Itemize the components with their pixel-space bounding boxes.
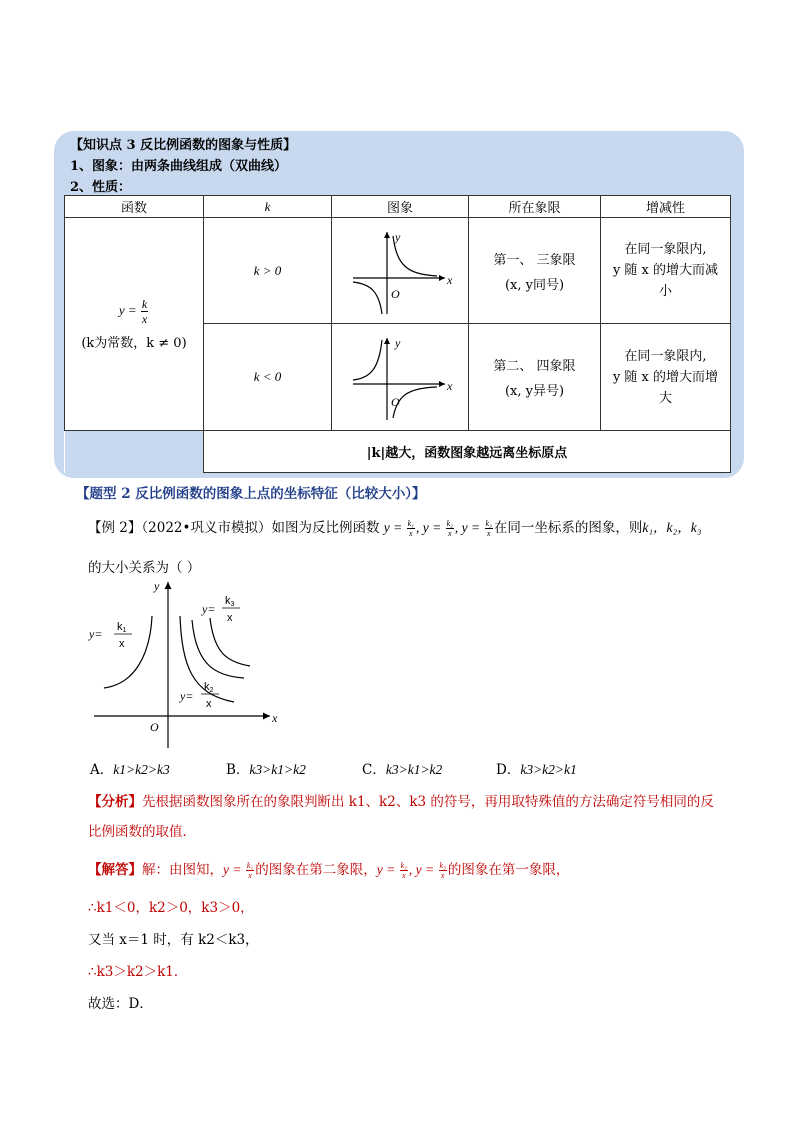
x-axis-label: x: [447, 272, 453, 287]
option-letter: D．: [496, 762, 521, 778]
x-axis-label: x: [447, 379, 453, 394]
option-letter: B．: [226, 762, 250, 778]
hyperbola-negative-graph: [345, 332, 455, 422]
example-source: （2022•巩义市模拟）如图为反比例函数: [141, 520, 380, 536]
answer-line-1: [88, 858, 569, 880]
table-footer: |k|越大，函数图象越远离坐标原点: [204, 430, 731, 472]
example-vars: k₁，k₂，k₃: [642, 520, 702, 535]
graph-cell-negative: [332, 324, 469, 430]
label-k3-den: x: [227, 612, 233, 624]
trend-line-1: 在同一象限内,: [624, 242, 707, 258]
knowledge-line-1: 1、图象：由两条曲线组成（双曲线）: [70, 159, 288, 174]
origin-label: O: [391, 286, 400, 301]
origin-label: O: [391, 395, 400, 410]
option-b[interactable]: [226, 758, 306, 778]
label-k2: y=: [180, 689, 194, 703]
quadrant-text: 第一、 三象限: [493, 252, 576, 268]
analysis-text: 先根据函数图象所在的象限判断出 k1、k2、k3 的符号，再用取特殊值的方法确定符号相同的反: [142, 794, 714, 810]
example-line-2: 的大小关系为（ ）: [88, 560, 201, 576]
quadrant-sign-note: (x, y同号): [504, 277, 565, 293]
section-title: 【题型 2 反比例函数的图象上点的坐标特征（比较大小）】: [76, 486, 426, 502]
k-negative: k < 0: [204, 324, 332, 430]
header-k: k: [204, 196, 332, 218]
example-text-mid: 在同一坐标系的图象，则: [493, 520, 643, 536]
header-graph: 图象: [332, 196, 469, 218]
answer-text-a: 解：由图知，: [142, 862, 223, 878]
trend-line-3: 大: [658, 390, 672, 406]
y-axis-label: y: [154, 579, 160, 593]
example-graph: [84, 576, 284, 754]
quadrant-sign-note: (x, y异号): [504, 384, 565, 400]
answer-line-2: ∴k1＜0，k2＞0，k3＞0，: [88, 900, 254, 916]
x-axis-label: x: [272, 711, 278, 725]
knowledge-title: 【知识点 3 反比例函数的图象与性质】: [70, 138, 297, 153]
y-axis-label: y: [395, 229, 401, 244]
label-k3-num: k3: [225, 595, 235, 608]
option-letter: C．: [362, 762, 386, 778]
header-quadrant: 所在象限: [469, 196, 601, 218]
option-text: k3>k1>k2: [385, 762, 443, 777]
option-c[interactable]: [362, 758, 442, 778]
option-letter: A．: [90, 762, 114, 778]
table-footer-row: [65, 430, 731, 472]
function-cell: [65, 218, 204, 431]
quadrant-cell-positive: [469, 218, 601, 324]
answer-line-4: ∴k3＞k2＞k1．: [88, 964, 188, 980]
property-table: [64, 195, 731, 473]
quadrant-cell-negative: [469, 324, 601, 430]
answer-text-b: 的图象在第二象限，: [255, 862, 377, 878]
trend-line-3: 小: [658, 284, 672, 300]
formula-y-k1: y = $\frac{\text{k₁}}{x}$ , y = $\frac{\text{k₂}}{x}$ , y = $\frac{\text{k₃}}{x}$: [383, 519, 492, 539]
answer-line-5: 故选：D．: [88, 996, 153, 1012]
answer-text-c: 的图象在第一象限，: [447, 862, 570, 878]
table-row: [65, 218, 731, 324]
label-k2-num: k2: [204, 681, 214, 694]
y-axis-label: y: [395, 336, 401, 351]
table-header-row: [65, 196, 731, 218]
header-monotonic: 增减性: [601, 196, 731, 218]
analysis-line-1: [88, 790, 714, 810]
answer-line-3: 又当 x＝1 时，有 k2＜k3，: [88, 932, 259, 948]
quadrant-text: 第二、 四象限: [493, 359, 576, 375]
origin-label: O: [150, 720, 159, 734]
answer-label: 【解答】: [88, 862, 142, 878]
example-line-1: [88, 516, 701, 538]
option-text: k3>k1>k2: [249, 762, 306, 777]
function-note: (k为常数，k ≠ 0): [81, 335, 187, 351]
function-formula: y = $\frac{k}{x}$: [118, 296, 148, 326]
label-k2-den: x: [206, 698, 212, 710]
answer-formula-k1: y = $\frac{\text{k₁}}{x}$: [223, 861, 254, 881]
k-positive: k > 0: [204, 218, 332, 324]
trend-line-2: y 随 x 的增大而增: [612, 369, 719, 385]
option-d[interactable]: [496, 758, 577, 778]
example-label: 【例 2】: [88, 520, 142, 536]
trend-line-1: 在同一象限内,: [624, 348, 707, 364]
label-k1: y=: [89, 627, 103, 641]
option-text: k1>k2>k3: [113, 762, 170, 777]
graph-cell-positive: [332, 218, 469, 324]
answer-formula-k2-k3: y = $\frac{\text{k₂}}{x}$ , y = $\frac{\text{k₃}}{x}$: [376, 861, 446, 881]
label-k3: y=: [202, 602, 216, 616]
hyperbola-positive-graph: [345, 226, 455, 316]
label-k1-num: k1: [117, 621, 127, 634]
trend-cell-positive: [601, 218, 731, 324]
analysis-line-2: 比例函数的取值．: [88, 824, 196, 840]
trend-cell-negative: [601, 324, 731, 430]
option-text: k3>k2>k1: [520, 762, 577, 777]
label-k1-den: x: [119, 638, 125, 650]
analysis-label: 【分析】: [88, 794, 142, 810]
trend-line-2: y 随 x 的增大而减: [612, 263, 719, 279]
header-function: 函数: [65, 196, 204, 218]
option-a[interactable]: [90, 758, 170, 778]
knowledge-line-2: 2、性质：: [70, 180, 132, 195]
